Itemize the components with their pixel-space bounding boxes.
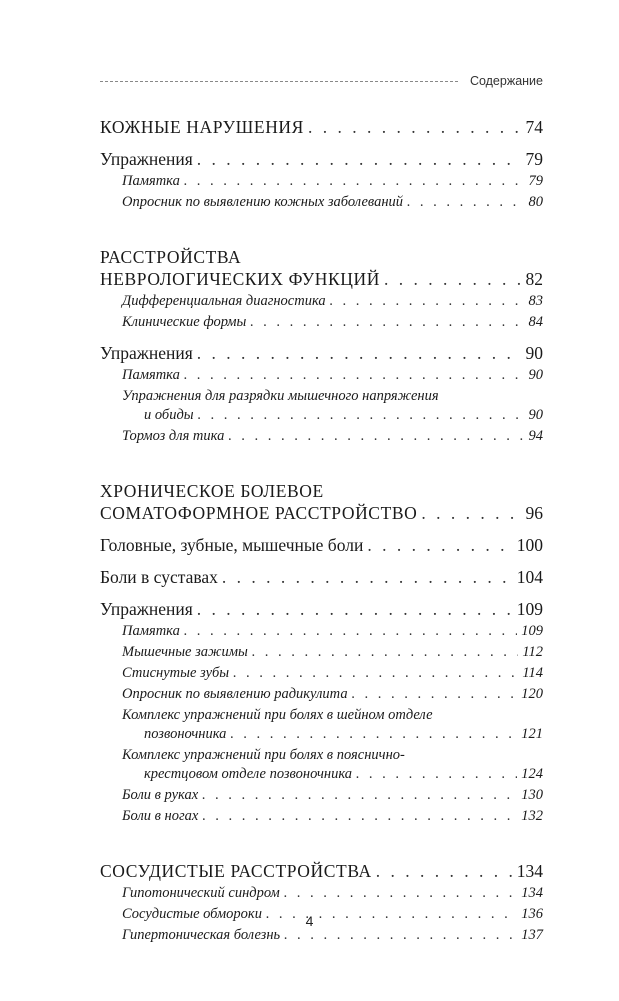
toc-subentry [122,765,543,784]
toc-entry-title: Упражнения [100,343,193,363]
dot-leader [233,664,518,683]
toc-entry-title: Боли в суставах [100,567,218,587]
toc-entry-title: Мышечные зажимы [122,644,248,660]
toc-entry-title: СОМАТОФОРМНОЕ РАССТРОЙСТВО [100,503,418,523]
running-head [100,74,543,88]
toc-subentry [100,664,543,683]
toc-entry [100,534,543,556]
toc-entry-title: Дифференциальная диагностика [122,293,326,309]
toc-entry [100,148,543,170]
dot-leader [252,643,519,662]
dot-leader [284,884,517,903]
dot-leader [184,366,525,385]
toc-entry-title: Боли в ногах [122,808,199,824]
dot-leader [198,406,525,425]
toc-subentry [100,366,543,385]
toc-entry-title: Гипотонический синдром [122,885,280,901]
toc-subentry [100,807,543,826]
toc-entry-title: СОСУДИСТЫЕ РАССТРОЙСТВА [100,861,372,881]
toc-entry-title-line: ХРОНИЧЕСКОЕ БОЛЕВОЕ [100,481,324,501]
toc-section [100,246,543,446]
dot-leader [367,534,512,556]
toc-page-number: 100 [516,535,543,555]
toc-page-number: 74 [525,117,543,137]
dot-leader [352,685,518,704]
dot-leader [421,502,521,524]
table-of-contents [100,116,543,945]
toc-page-number: 134 [516,861,543,881]
toc-subentry [100,313,543,332]
toc-entry-title: Стиснутые зубы [122,665,230,681]
toc-subentry [100,786,543,805]
toc-subentry [100,292,543,311]
toc-subentry [122,725,543,744]
toc-subentry [100,884,543,903]
toc-entry [100,566,543,588]
toc-entry-multiline [100,246,543,290]
toc-page-number: 80 [528,194,543,210]
toc-entry-title: Тормоз для тика [122,428,225,444]
toc-entry-title: НЕВРОЛОГИЧЕСКИХ ФУНКЦИЙ [100,269,380,289]
toc-subentry [100,622,543,641]
toc-page-number: 90 [528,407,543,423]
toc-entry-title: крестцовом отделе позвоночника [144,766,353,782]
toc-page-number: 96 [525,503,543,523]
toc-page-number: 79 [525,149,543,169]
toc-page-number: 109 [516,599,543,619]
toc-subentry [100,172,543,191]
running-head-rule [100,81,458,82]
toc-entry-title: Сосудистые обмороки [122,906,262,922]
toc-page-number: 109 [521,623,543,639]
toc-entry-multiline [100,746,543,784]
toc-entry-title-line: Комплекс упражнений при болях в шейном отделе [122,707,433,723]
toc-entry-title: Упражнения [100,149,193,169]
toc-entry-title: Клинические формы [122,314,247,330]
toc-entry [100,268,543,290]
dot-leader [376,860,513,882]
dot-leader [308,116,522,138]
toc-subentry [100,193,543,212]
toc-subentry [100,643,543,662]
dot-leader [384,268,522,290]
dot-leader [230,725,517,744]
toc-entry [100,502,543,524]
toc-page-number: 137 [521,927,543,943]
toc-subentry [100,427,543,446]
toc-entry-multiline [100,387,543,425]
toc-page-number: 120 [521,686,543,702]
toc-page-number: 134 [521,885,543,901]
toc-page-number: 104 [516,567,543,587]
toc-entry-multiline [100,706,543,744]
dot-leader [250,313,524,332]
dot-leader [197,598,513,620]
toc-entry-title: позвоночника [144,726,227,742]
toc-entry-title: Боли в руках [122,787,199,803]
toc-page-number: 121 [521,726,543,742]
page-number: 4 [305,913,314,929]
toc-page-number: 84 [528,314,543,330]
toc-page-number: 136 [521,906,543,922]
toc-entry [100,116,543,138]
dot-leader [184,622,517,641]
toc-entry-title-line: Комплекс упражнений при болях в пояснично- [122,747,405,763]
dot-leader [356,765,517,784]
toc-page-number: 130 [521,787,543,803]
toc-section [100,480,543,826]
toc-page-number: 114 [522,665,543,681]
toc-section [100,116,543,212]
toc-entry-title: Упражнения [100,599,193,619]
toc-page-number: 90 [528,367,543,383]
toc-entry-title: Памятка [122,173,180,189]
dot-leader [222,566,513,588]
dot-leader [330,292,525,311]
dot-leader [228,427,524,446]
toc-entry-title-line: Упражнения для разрядки мышечного напряжения [122,388,439,404]
toc-entry-title: Головные, зубные, мышечные боли [100,535,364,555]
toc-entry-title: Опросник по выявлению радикулита [122,686,348,702]
toc-entry [100,860,543,882]
dot-leader [202,807,517,826]
toc-entry-title-line: РАССТРОЙСТВА [100,247,242,267]
toc-page-number: 79 [528,173,543,189]
toc-entry-title: и обиды [144,407,194,423]
dot-leader [197,342,522,364]
toc-page-number: 82 [525,269,543,289]
toc-subentry [100,685,543,704]
dot-leader [197,148,522,170]
toc-entry-title: Гипертоническая болезнь [122,927,281,943]
toc-page-number: 94 [528,428,543,444]
toc-entry-title: Памятка [122,623,180,639]
toc-entry-title: Опросник по выявлению кожных заболеваний [122,194,404,210]
toc-entry [100,598,543,620]
dot-leader [407,193,524,212]
toc-page-number: 112 [522,644,543,660]
toc-page-number: 83 [528,293,543,309]
toc-subentry [122,406,543,425]
toc-section [100,860,543,945]
toc-entry [100,342,543,364]
running-head-title: Содержание [469,74,543,88]
toc-entry-title: КОЖНЫЕ НАРУШЕНИЯ [100,117,304,137]
dot-leader [184,172,525,191]
toc-page-number: 90 [525,343,543,363]
dot-leader [202,786,517,805]
toc-page-number: 124 [521,766,543,782]
toc-entry-multiline [100,480,543,524]
toc-page-number: 132 [521,808,543,824]
toc-entry-title: Памятка [122,367,180,383]
